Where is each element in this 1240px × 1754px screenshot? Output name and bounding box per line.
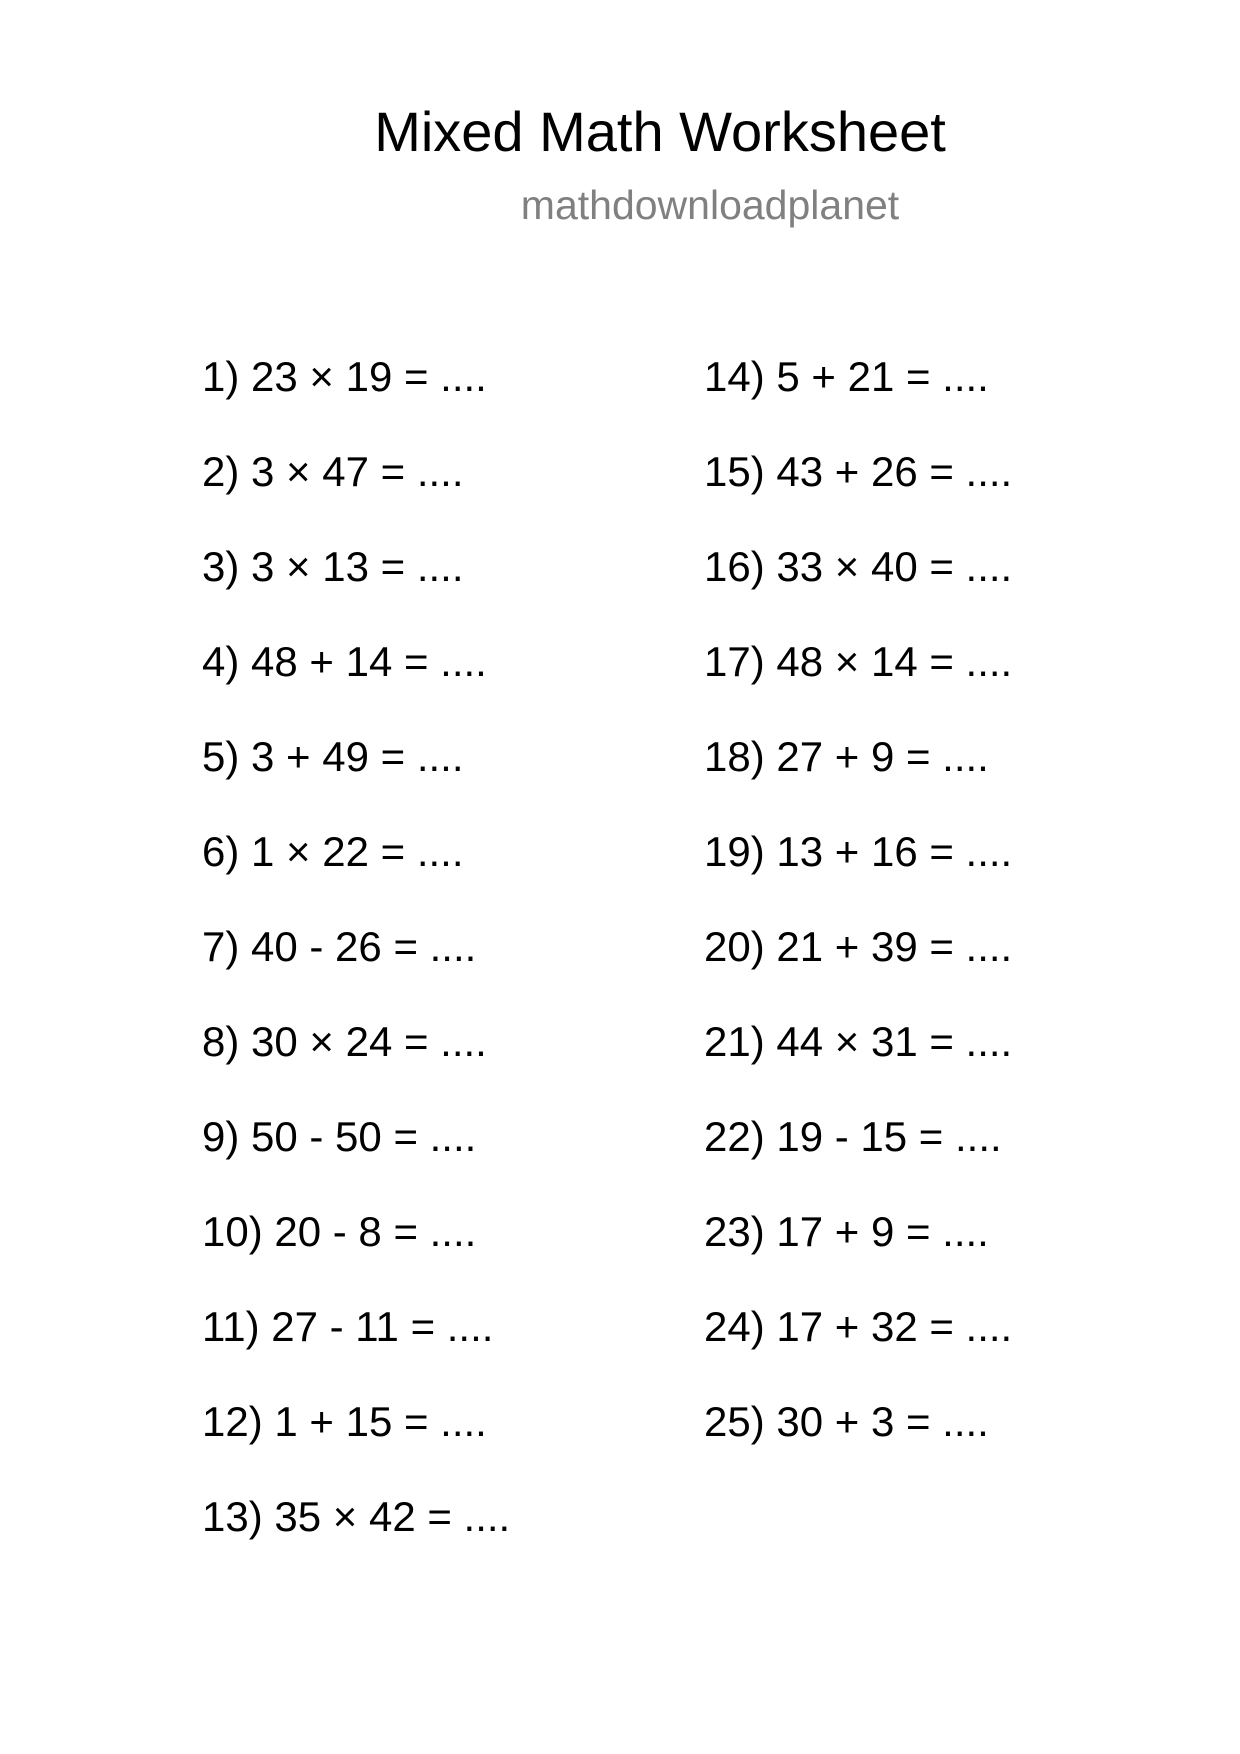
problem-12: 12) 1 + 15 = .... bbox=[202, 1398, 487, 1445]
problem-23: 23) 17 + 9 = .... bbox=[704, 1208, 989, 1255]
problem-column-left bbox=[202, 350, 510, 1585]
problem-18: 18) 27 + 9 = .... bbox=[704, 733, 989, 780]
problem-22: 22) 19 - 15 = .... bbox=[704, 1113, 1002, 1160]
problem-column-right bbox=[704, 350, 1012, 1490]
problem-19: 19) 13 + 16 = .... bbox=[704, 828, 1013, 875]
problem-4: 4) 48 + 14 = .... bbox=[202, 638, 487, 685]
problem-5: 5) 3 + 49 = .... bbox=[202, 733, 464, 780]
problem-2: 2) 3 × 47 = .... bbox=[202, 448, 464, 495]
problem-9: 9) 50 - 50 = .... bbox=[202, 1113, 477, 1160]
problem-25: 25) 30 + 3 = .... bbox=[704, 1398, 989, 1445]
problem-1: 1) 23 × 19 = .... bbox=[202, 353, 487, 400]
problem-21: 21) 44 × 31 = .... bbox=[704, 1018, 1013, 1065]
problem-10: 10) 20 - 8 = .... bbox=[202, 1208, 477, 1255]
problem-24: 24) 17 + 32 = .... bbox=[704, 1303, 1013, 1350]
page-title: Mixed Math Worksheet bbox=[374, 100, 946, 163]
problem-7: 7) 40 - 26 = .... bbox=[202, 923, 477, 970]
problem-20: 20) 21 + 39 = .... bbox=[704, 923, 1013, 970]
problem-3: 3) 3 × 13 = .... bbox=[202, 543, 464, 590]
problem-6: 6) 1 × 22 = .... bbox=[202, 828, 464, 875]
problem-16: 16) 33 × 40 = .... bbox=[704, 543, 1013, 590]
problem-17: 17) 48 × 14 = .... bbox=[704, 638, 1013, 685]
problem-15: 15) 43 + 26 = .... bbox=[704, 448, 1013, 495]
problem-8: 8) 30 × 24 = .... bbox=[202, 1018, 487, 1065]
problem-13: 13) 35 × 42 = .... bbox=[202, 1493, 511, 1540]
problem-11: 11) 27 - 11 = .... bbox=[202, 1303, 494, 1350]
source-watermark: mathdownloadplanet bbox=[520, 182, 900, 228]
problem-14: 14) 5 + 21 = .... bbox=[704, 353, 989, 400]
